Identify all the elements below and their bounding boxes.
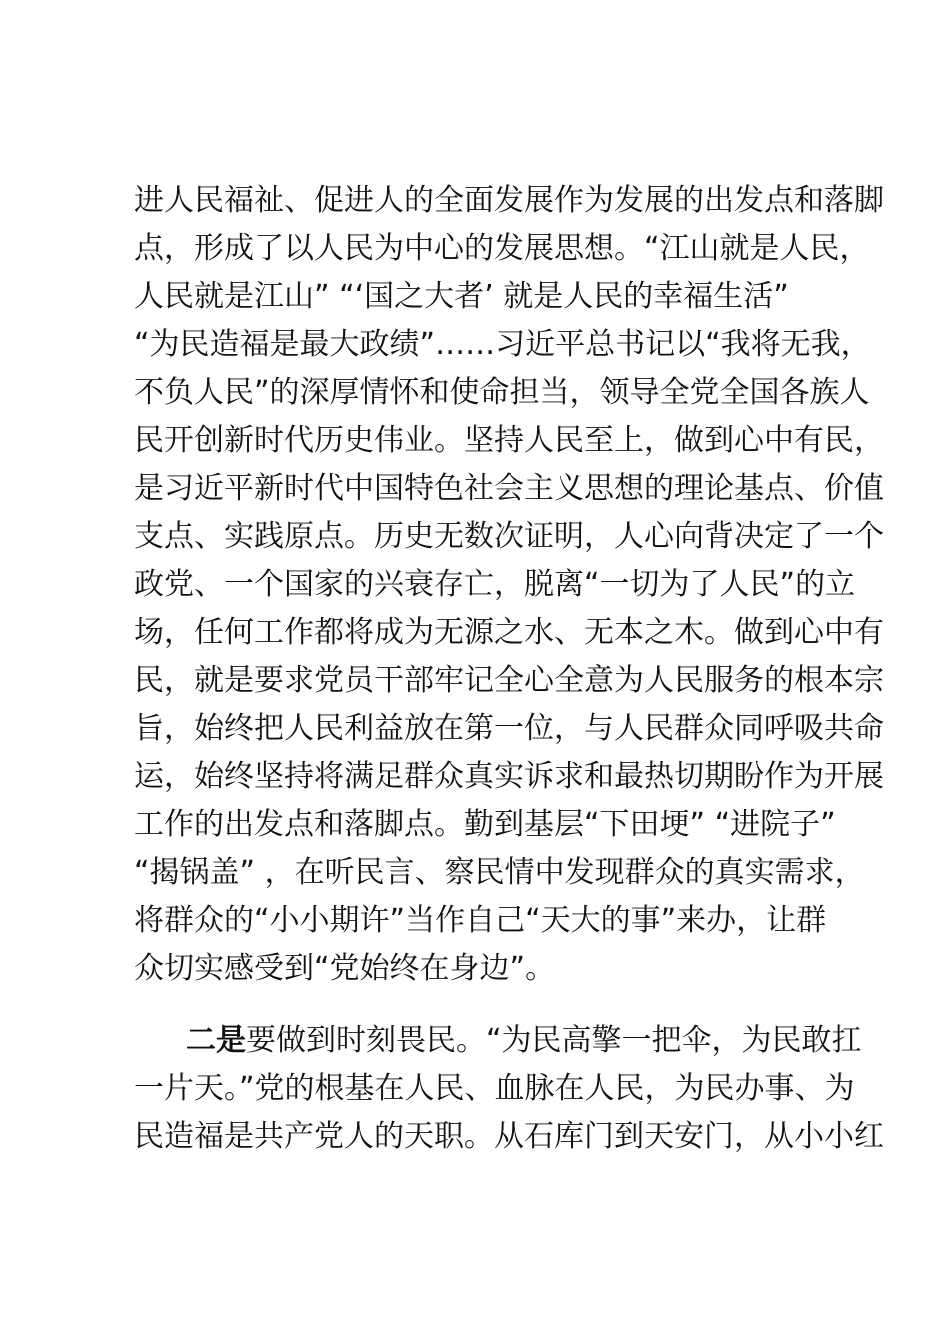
paragraph-1-line: “为民造福是最大政绩”……习近平总书记以“我将无我，	[134, 327, 871, 362]
paragraph-1-line: 人民就是江山” “‘国之大者’ 就是人民的幸福生活”	[134, 279, 789, 314]
paragraph-1-line: 是习近平新时代中国特色社会主义思想的理论基点、价值	[134, 471, 884, 506]
paragraph-1-line: “揭锅盖” ，在听民言、察民情中发现群众的真实需求，	[134, 855, 865, 890]
paragraph-2-lead: 二是	[186, 1023, 246, 1058]
paragraph-1-line: 工作的出发点和落脚点。勤到基层“下田埂” “进院子”	[134, 807, 836, 842]
paragraph-1-line: 点，形成了以人民为中心的发展思想。“江山就是人民，	[134, 231, 870, 266]
paragraph-1-line: 运，始终坚持将满足群众真实诉求和最热切期盼作为开展	[134, 759, 884, 794]
paragraph-2-line: 一片天。”党的根基在人民、血脉在人民，为民办事、为	[134, 1071, 855, 1106]
paragraph-1-line: 政党、一个国家的兴衰存亡，脱离“一切为了人民”的立	[134, 567, 856, 602]
paragraph-1-line: 旨，始终把人民利益放在第一位，与人民群众同呼吸共命	[134, 711, 884, 746]
paragraph-1-line: 将群众的“小小期许”当作自己“天大的事”来办，让群	[134, 903, 827, 938]
paragraph-1-line: 民开创新时代历史伟业。坚持人民至上，做到心中有民，	[134, 423, 884, 458]
paragraph-2-line: 民造福是共产党人的天职。从石库门到天安门，从小小红	[134, 1119, 884, 1154]
paragraph-1-line: 进人民福祉、促进人的全面发展作为发展的出发点和落脚	[134, 183, 884, 218]
paragraph-1-line: 不负人民”的深厚情怀和使命担当，领导全党全国各族人	[134, 375, 870, 410]
paragraph-1-line: 民，就是要求党员干部牢记全心全意为人民服务的根本宗	[134, 663, 884, 698]
paragraph-1-line: 支点、实践原点。历史无数次证明，人心向背决定了一个	[134, 519, 884, 554]
paragraph-2-first-line-text: 要做到时刻畏民。“为民高擎一把伞，为民敢扛	[246, 1023, 862, 1058]
paragraph-1-line: 众切实感受到“党始终在身边”。	[134, 951, 556, 986]
paragraph-2-first-line	[186, 1023, 862, 1059]
paragraph-1-line: 场，任何工作都将成为无源之水、无本之木。做到心中有	[134, 615, 884, 650]
